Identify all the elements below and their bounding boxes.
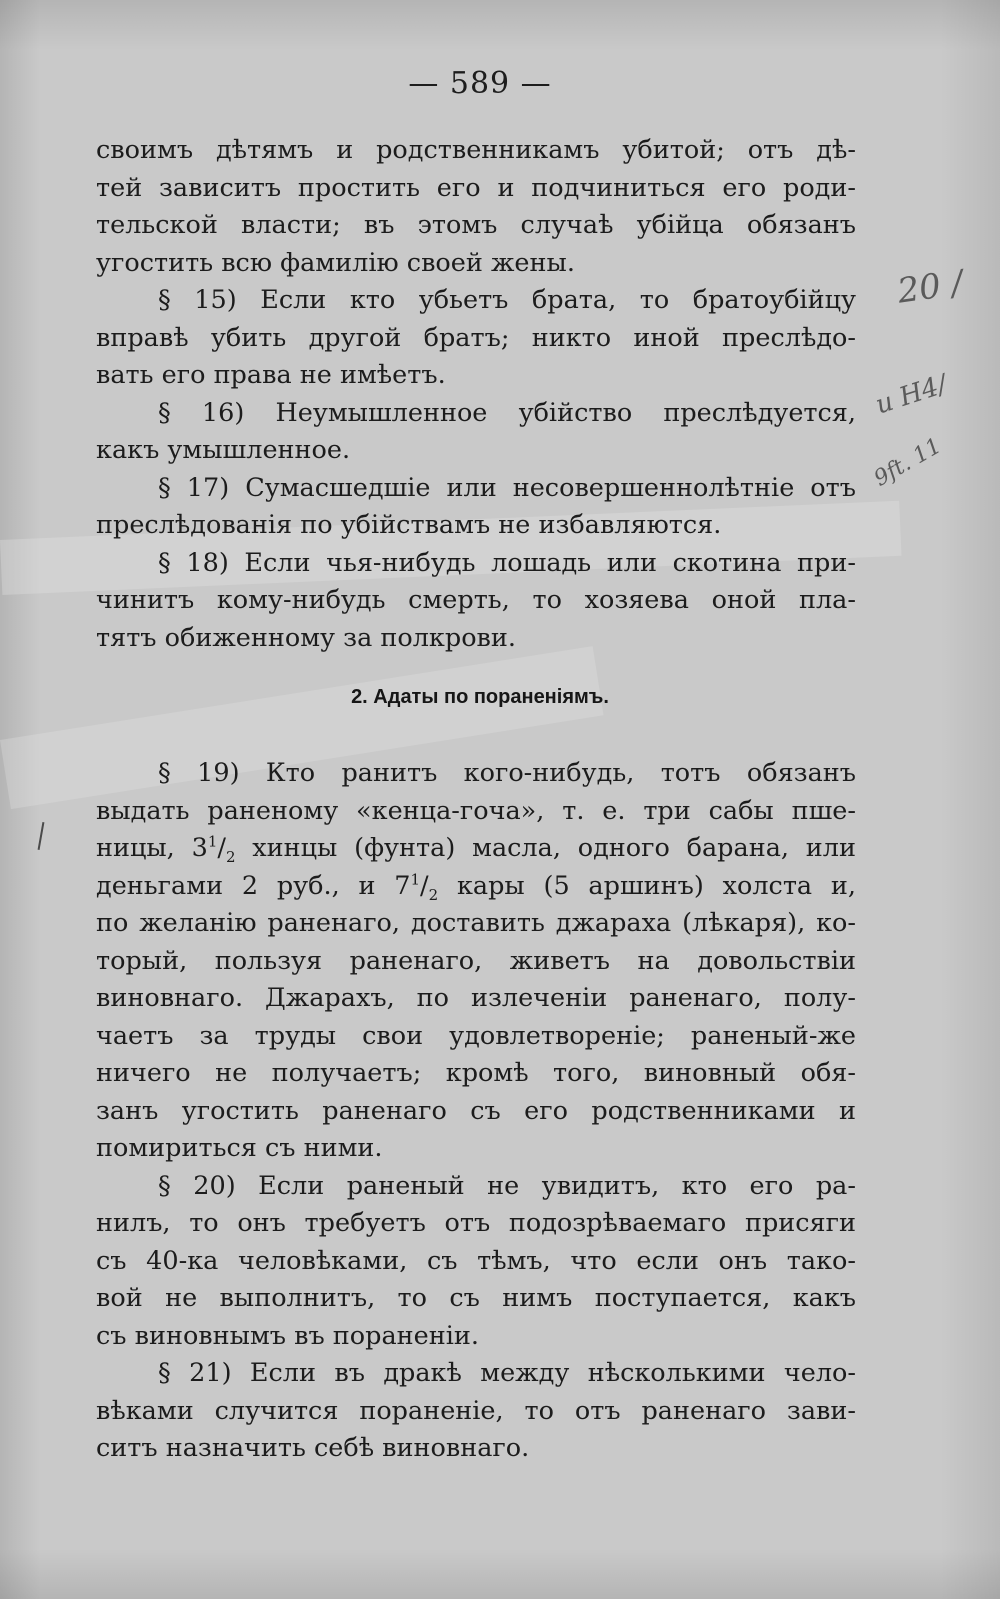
text-line: вправѣ убить другой братъ; никто иной преслѣдо- bbox=[96, 322, 856, 353]
text-line: ситъ назначить себѣ виновнаго. bbox=[96, 1433, 530, 1463]
page-number: — 589 — bbox=[408, 66, 552, 101]
text-fragment: кары (5 аршинъ) холста и, bbox=[438, 870, 857, 901]
paragraph-15-line: § 15) Если кто убьетъ брата, то братоубійцу bbox=[158, 285, 856, 315]
text-line: вой не выполнитъ, то съ нимъ поступается, какъ bbox=[96, 1283, 856, 1313]
text-line: занъ угостить раненаго съ его родственниками и bbox=[96, 1095, 856, 1126]
text-line: по желанію раненаго, доставить джараха (лѣкаря), ко- bbox=[96, 908, 856, 938]
text-block-wound-articles bbox=[96, 755, 856, 1468]
text-line: тятъ обиженному за полкрови. bbox=[96, 622, 517, 653]
text-line-fraction: деньгами 2 руб., и $7^1/_2$ кары (5 аршинъ) холста и, bbox=[96, 870, 857, 904]
text-line: ничего не получаетъ; кромѣ того, виновный обя- bbox=[96, 1058, 856, 1088]
text-line: чаетъ за труды свои удовлетвореніе; раненый-же bbox=[96, 1020, 856, 1051]
pencil-margin-note: 20 / bbox=[895, 262, 966, 312]
fraction-numerator: 1 bbox=[410, 870, 421, 888]
text-line: тельской власти; въ этомъ случаѣ убійца обязанъ bbox=[96, 210, 856, 240]
fraction-denominator: 2 bbox=[225, 848, 236, 867]
text-line: нилъ, то онъ требуетъ отъ подозрѣваемаго присяги bbox=[96, 1208, 856, 1238]
text-fragment: деньгами 2 руб., и 7 bbox=[96, 870, 411, 901]
paragraph-16-line: § 16) Неумышленное убійство преслѣдуется, bbox=[158, 397, 856, 428]
text-fragment: хинцы (фунта) масла, одного барана, или bbox=[235, 833, 856, 863]
text-line: преслѣдованія по убійствамъ не избавляются. bbox=[96, 510, 722, 540]
text-block-murder-articles bbox=[96, 132, 856, 657]
text-line: торый, пользуя раненаго, живетъ на довольствіи bbox=[96, 945, 856, 976]
pencil-margin-note: и Н4/ bbox=[872, 369, 951, 421]
paragraph-17-line: § 17) Сумасшедшіе или несовершеннолѣтніе отъ bbox=[158, 472, 856, 503]
text-fragment: ницы, 3 bbox=[96, 833, 208, 863]
text-line: съ виновнымъ въ пораненіи. bbox=[96, 1320, 480, 1351]
text-line: чинитъ кому-нибудь смерть, то хозяева оной пла- bbox=[96, 585, 856, 615]
pencil-mark bbox=[38, 822, 45, 850]
text-line: какъ умышленное. bbox=[96, 435, 351, 465]
pencil-margin-note: 9ft. 11 bbox=[870, 433, 946, 492]
text-line: тей зависитъ простить его и подчиниться его роди- bbox=[96, 172, 856, 203]
paragraph-18-line: § 18) Если чья-нибудь лошадь или скотина при- bbox=[158, 547, 856, 578]
text-line: виновнаго. Джарахъ, по излеченіи раненаго, полу- bbox=[96, 983, 856, 1013]
text-line: съ 40-ка человѣками, съ тѣмъ, что если онъ тако- bbox=[96, 1245, 856, 1276]
fraction-denominator: 2 bbox=[428, 885, 439, 904]
text-line: вать его права не имѣетъ. bbox=[96, 360, 446, 390]
text-line: выдать раненому «кенца-гоча», т. е. три сабы пше- bbox=[96, 795, 856, 826]
text-line-fraction: ницы, $3^1/_2$ хинцы (фунта) масла, одного барана, или bbox=[96, 832, 856, 867]
fraction-numerator: 1 bbox=[207, 832, 218, 851]
paragraph-19-line: § 19) Кто ранитъ кого-нибудь, тотъ обязанъ bbox=[158, 758, 856, 788]
text-line: вѣками случится пораненіе, то отъ раненаго зави- bbox=[96, 1395, 856, 1426]
text-line: своимъ дѣтямъ и родственникамъ убитой; отъ дѣ- bbox=[96, 135, 856, 165]
section-heading: 2. Адаты по пораненіямъ. bbox=[351, 686, 609, 708]
paragraph-21-line: § 21) Если въ дракѣ между нѣсколькими чело- bbox=[158, 1358, 856, 1388]
paragraph-20-line: § 20) Если раненый не увидитъ, кто его ра- bbox=[158, 1170, 856, 1201]
text-line: угостить всю фамилію своей жены. bbox=[96, 247, 575, 278]
text-line: помириться съ ними. bbox=[96, 1133, 383, 1163]
